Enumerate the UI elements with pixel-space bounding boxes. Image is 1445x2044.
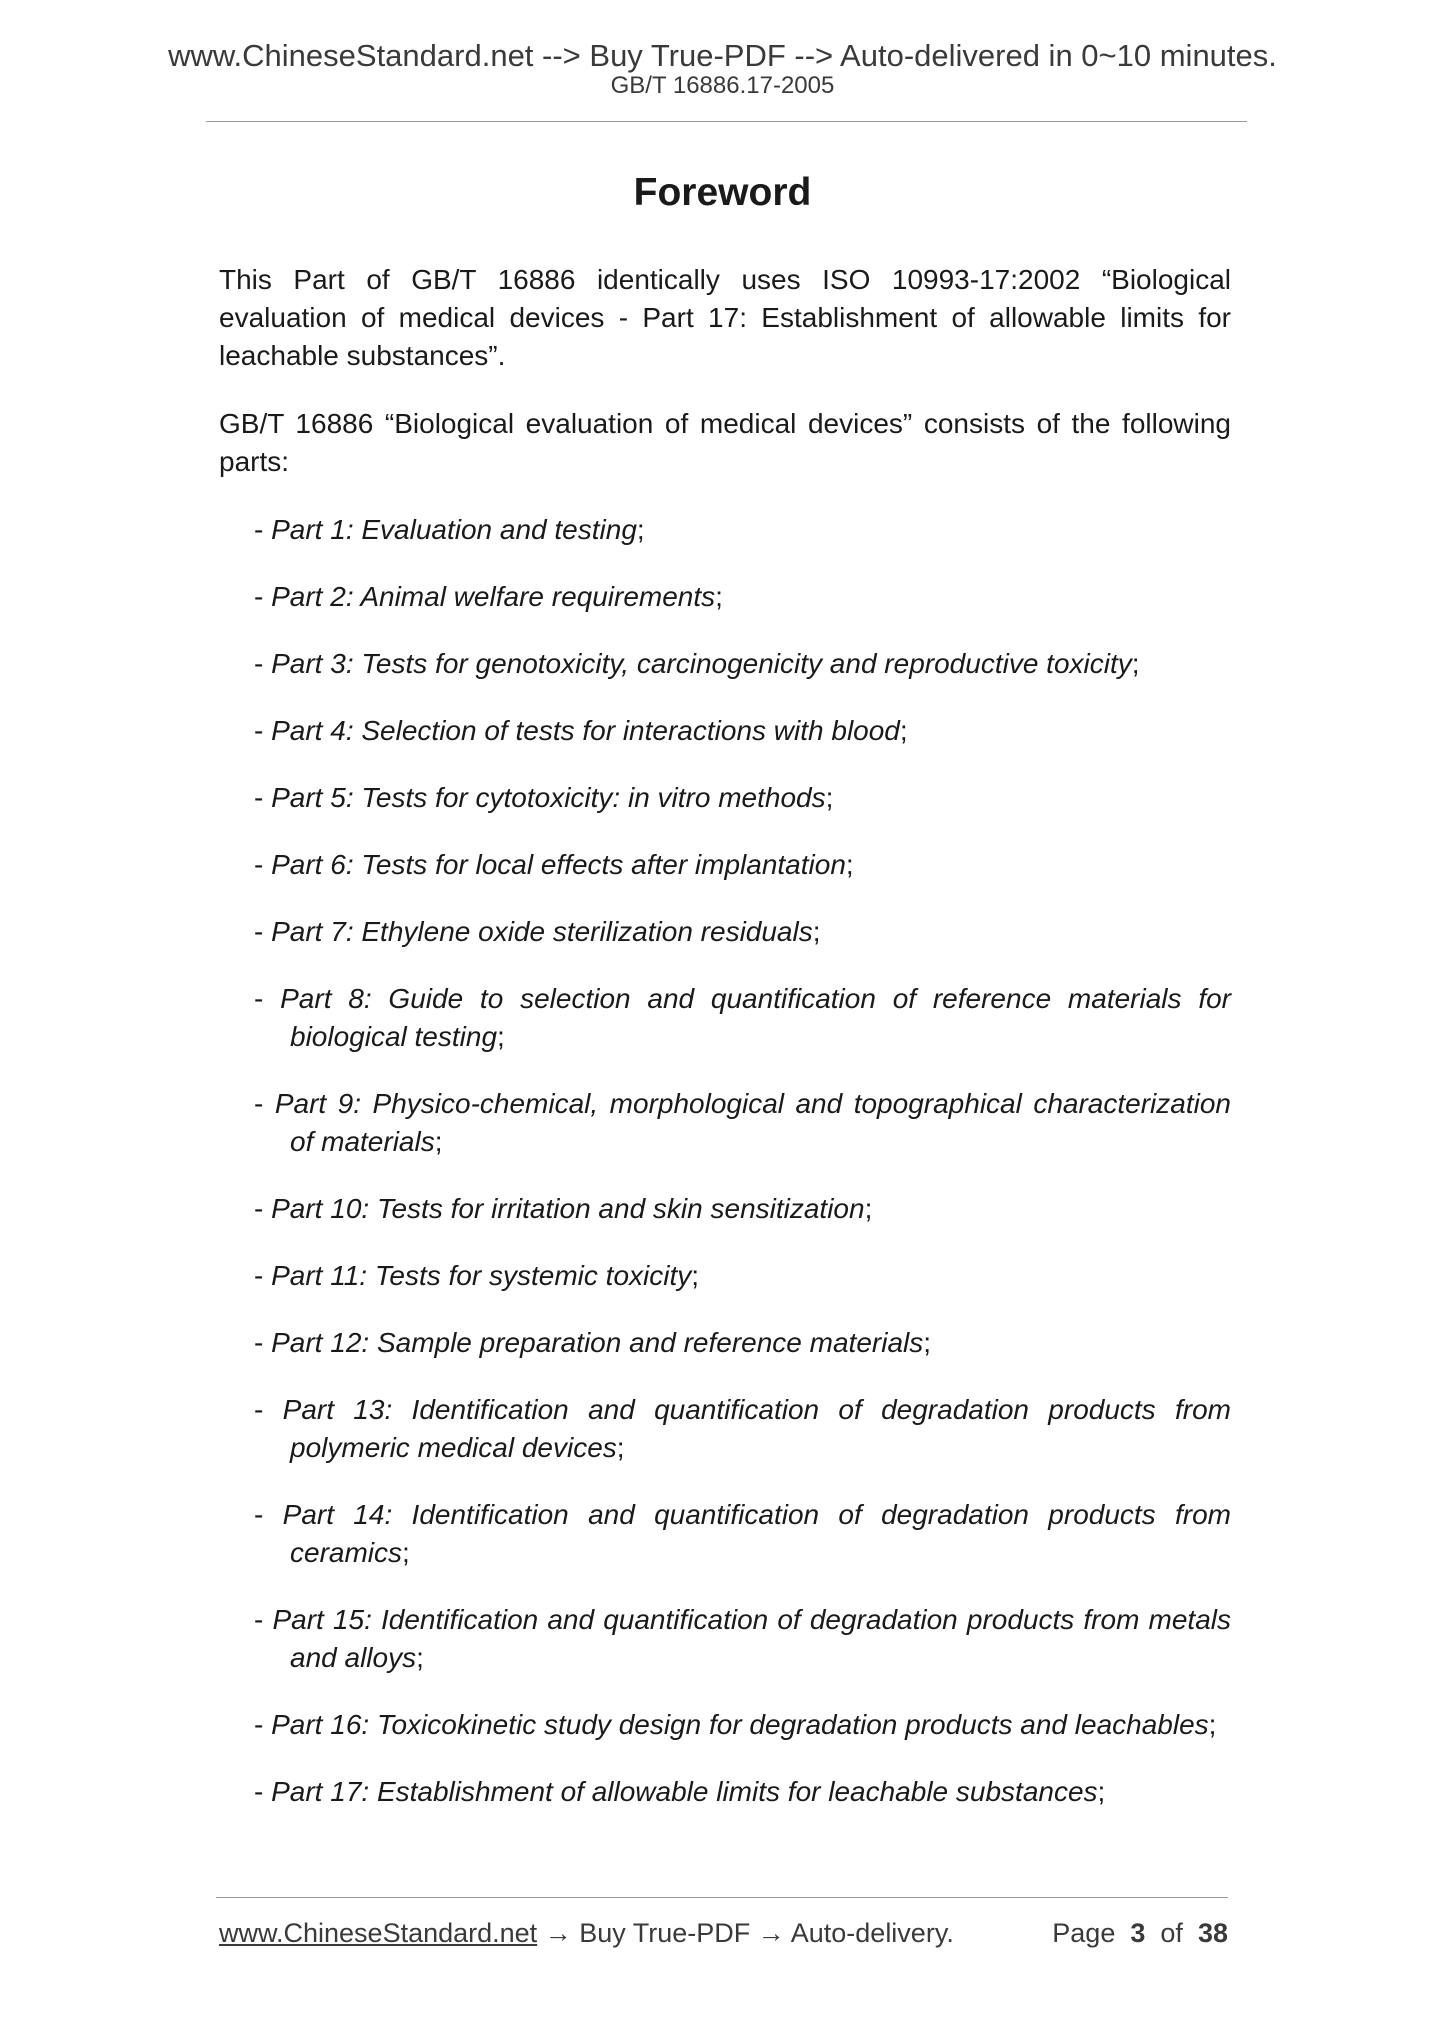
part-item-line (254, 712, 1231, 750)
part-item-text: Part 4: Selection of tests for interactions with blood (271, 715, 900, 746)
part-item (219, 913, 1231, 951)
part-item-end: ; (899, 715, 908, 746)
part-item-dash: - (254, 1709, 272, 1740)
part-item (219, 1601, 1231, 1677)
part-item (219, 1190, 1231, 1228)
part-item-dash: - (254, 1499, 283, 1530)
part-item-end: ; (416, 1642, 424, 1673)
part-item (219, 1391, 1231, 1467)
part-item (219, 1496, 1231, 1572)
part-item-line (254, 1324, 1231, 1362)
part-item-line (254, 913, 1231, 951)
part-item-dash: - (254, 1604, 273, 1635)
footer-divider (216, 1897, 1228, 1898)
header-divider (206, 121, 1247, 122)
part-item-end: ; (923, 1327, 932, 1358)
part-item-line (254, 980, 1231, 1056)
part-item-text: Part 2: Animal welfare requirements (271, 581, 716, 612)
page-number: 3 (1130, 1918, 1146, 1948)
part-item-line (254, 1391, 1231, 1467)
page-label: Page (1052, 1918, 1116, 1948)
site-banner: www.ChineseStandard.net --> Buy True-PDF --> Auto-delivered in 0~10 minutes. (168, 38, 1277, 73)
part-item-dash: - (254, 1193, 272, 1224)
part-item-line (254, 1085, 1231, 1161)
part-item-end: ; (812, 916, 821, 947)
part-item-line (254, 1257, 1231, 1295)
part-item (219, 645, 1231, 683)
part-item-dash: - (254, 1394, 283, 1425)
part-item-line (254, 779, 1231, 817)
page-indicator (1052, 1916, 1228, 1950)
part-item-text: Part 9: Physico-chemical, morphological and topographical characterization of materials (274, 1088, 1231, 1157)
part-item (219, 1773, 1231, 1811)
part-item-line (254, 1773, 1231, 1811)
part-item-end: ; (497, 1021, 505, 1052)
footer-promo (219, 1916, 954, 1950)
part-item-dash: - (254, 1088, 275, 1119)
parts-list (219, 511, 1231, 1811)
part-item-end: ; (402, 1537, 410, 1568)
part-item-dash: - (254, 782, 272, 813)
part-item-dash: - (254, 1260, 272, 1291)
part-item (219, 1324, 1231, 1362)
part-item (219, 980, 1231, 1056)
part-item-end: ; (1097, 1776, 1106, 1807)
page-total: 38 (1197, 1918, 1228, 1948)
part-item (219, 779, 1231, 817)
part-item-dash: - (254, 1327, 272, 1358)
part-item-line (254, 645, 1231, 683)
part-item-line (254, 511, 1231, 549)
part-item (219, 1085, 1231, 1161)
part-item (219, 511, 1231, 549)
part-item-dash: - (254, 849, 272, 880)
part-item-text: Part 7: Ethylene oxide sterilization residuals (271, 916, 813, 947)
part-item-text: Part 13: Identification and quantification of degradation products from polymeric medical devices (282, 1394, 1231, 1463)
part-item-dash: - (254, 715, 272, 746)
part-item (219, 1257, 1231, 1295)
part-item-text: Part 5: Tests for cytotoxicity: in vitro methods (271, 782, 826, 813)
part-item-text: Part 17: Establishment of allowable limits for leachable substances (271, 1776, 1098, 1807)
part-item-text: Part 16: Toxicokinetic study design for degradation products and leachables (271, 1709, 1209, 1740)
part-item-dash: - (254, 916, 272, 947)
part-item-end: ; (616, 1432, 625, 1463)
part-item (219, 578, 1231, 616)
part-item-end: ; (845, 849, 854, 880)
part-item-line (254, 846, 1231, 884)
part-item-text: Part 6: Tests for local effects after implantation (271, 849, 846, 880)
part-item-line (254, 578, 1231, 616)
footer-promo-text: → Buy True-PDF → Auto-delivery. (537, 1918, 954, 1948)
part-item-end: ; (864, 1193, 873, 1224)
part-item-text: Part 3: Tests for genotoxicity, carcinogenicity and reproductive toxicity (271, 648, 1132, 679)
part-item-dash: - (254, 1776, 272, 1807)
part-item-end: ; (636, 514, 645, 545)
parts-intro-paragraph: GB/T 16886 “Biological evaluation of medical devices” consists of the following parts: (219, 408, 1231, 477)
part-item (219, 846, 1231, 884)
part-item-end: ; (434, 1126, 443, 1157)
document-id: GB/T 16886.17-2005 (610, 72, 835, 99)
foreword-body (219, 261, 1231, 1840)
part-item-dash: - (254, 514, 272, 545)
part-item-end: ; (715, 581, 723, 612)
part-item-text: Part 10: Tests for irritation and skin sensitization (271, 1193, 865, 1224)
part-item-text: Part 1: Evaluation and testing (271, 514, 637, 545)
part-item-end: ; (691, 1260, 700, 1291)
part-item-dash: - (254, 983, 281, 1014)
part-item-end: ; (1131, 648, 1140, 679)
part-item-line (254, 1496, 1231, 1572)
page-of-label: of (1160, 1918, 1183, 1948)
part-item-line (254, 1190, 1231, 1228)
footer-site-link[interactable]: www.ChineseStandard.net (219, 1918, 538, 1948)
part-item-text: Part 14: Identification and quantification of degradation products from ceramics (282, 1499, 1231, 1568)
part-item-end: ; (1208, 1709, 1217, 1740)
part-item (219, 1706, 1231, 1744)
intro-paragraph: This Part of GB/T 16886 identically uses ISO 10993-17:2002 “Biological evaluation of medical devices - Part 17: Establishment of allowable limits for leachable substances”. (219, 264, 1231, 371)
part-item-dash: - (254, 648, 272, 679)
part-item-line (254, 1601, 1231, 1677)
part-item (219, 712, 1231, 750)
part-item-text: Part 8: Guide to selection and quantification of reference materials for biological testing (280, 983, 1231, 1052)
part-item-text: Part 12: Sample preparation and reference materials (271, 1327, 924, 1358)
page-title: Foreword (633, 171, 812, 214)
part-item-text: Part 11: Tests for systemic toxicity (271, 1260, 692, 1291)
part-item-line (254, 1706, 1231, 1744)
part-item-dash: - (254, 581, 272, 612)
part-item-end: ; (825, 782, 834, 813)
part-item-text: Part 15: Identification and quantification of degradation products from metals and alloys (272, 1604, 1232, 1673)
